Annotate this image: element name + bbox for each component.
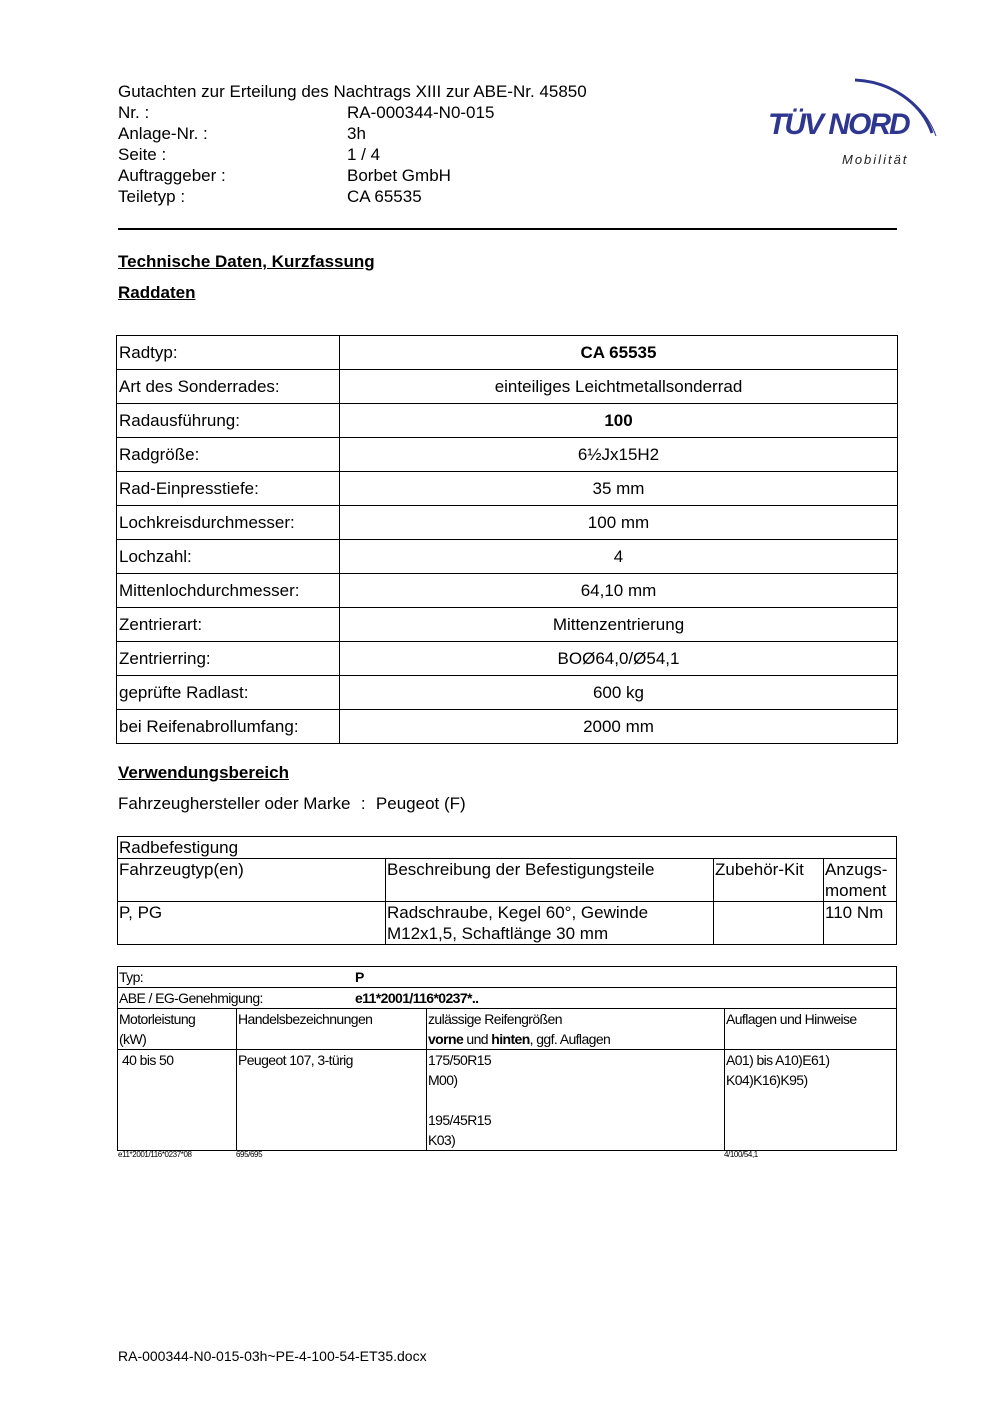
- document-filename: RA-000344-N0-015-03h~PE-4-100-54-ET35.docx: [118, 1348, 427, 1364]
- cell-fahrzeugtypen: P, PG: [118, 902, 386, 945]
- header-motor-line: (kW): [119, 1031, 147, 1047]
- reifen-line: 175/50R15: [428, 1052, 492, 1068]
- header-value: Borbet GmbH: [347, 166, 451, 185]
- raddaten-value: 100: [340, 404, 898, 438]
- cell-reifengroessen: [427, 1050, 725, 1151]
- abe-value: e11*2001/116*0237*..: [355, 990, 479, 1006]
- section-title: Technische Daten, Kurzfassung: [118, 252, 375, 271]
- raddaten-label: Rad-Einpresstiefe:: [117, 472, 340, 506]
- reifen-line: 195/45R15: [428, 1112, 492, 1128]
- table-row: [117, 642, 898, 676]
- header-row-seite: [118, 144, 587, 165]
- header-reifen-und: und: [463, 1031, 492, 1047]
- header-fahrzeugtypen: Fahrzeugtyp(en): [118, 859, 386, 902]
- table-row: [117, 472, 898, 506]
- raddaten-label: Zentrierart:: [117, 608, 340, 642]
- header-label: Auftraggeber :: [118, 166, 226, 185]
- cell-anzugsmoment: 110 Nm: [824, 902, 897, 945]
- header-row-nr: [118, 102, 587, 123]
- hersteller-line: [118, 794, 466, 814]
- hersteller-separator: :: [360, 794, 366, 813]
- cell-beschreibung: [386, 902, 714, 945]
- befestigung-table: [117, 836, 897, 945]
- header-reifengroessen: [427, 1009, 725, 1050]
- raddaten-label: Mittenlochdurchmesser:: [117, 574, 340, 608]
- reifen-line: K03): [428, 1132, 456, 1148]
- raddaten-label: Radtyp:: [117, 336, 340, 370]
- typ-value: P: [355, 969, 364, 985]
- header-row-teiletyp: [118, 186, 587, 207]
- auflagen-line: K04)K16)K95): [726, 1072, 808, 1088]
- reifen-line-empty: [428, 1090, 723, 1110]
- header-value: RA-000344-N0-015: [347, 103, 495, 122]
- raddaten-label: Lochkreisdurchmesser:: [117, 506, 340, 540]
- header-reifen-auflagen: , ggf. Auflagen: [529, 1031, 611, 1047]
- header-moment: moment: [825, 881, 887, 900]
- table-row: [118, 837, 897, 859]
- table-row: [117, 336, 898, 370]
- raddaten-label: bei Reifenabrollumfang:: [117, 710, 340, 744]
- table-row: [117, 574, 898, 608]
- raddaten-value: einteiliges Leichtmetallsonderrad: [340, 370, 898, 404]
- table-row: [117, 608, 898, 642]
- hersteller-label: Fahrzeughersteller oder Marke: [118, 794, 351, 813]
- header-anzugs: Anzugs-: [825, 860, 888, 879]
- raddaten-value: 64,10 mm: [340, 574, 898, 608]
- header-reifen-hinten: hinten: [491, 1031, 530, 1047]
- header-handelsbezeichnungen: Handelsbezeichnungen: [237, 1009, 427, 1050]
- typ-header-row: [118, 1009, 897, 1050]
- header-auflagen: Auflagen und Hinweise: [725, 1009, 897, 1050]
- raddaten-value: CA 65535: [340, 336, 898, 370]
- reifen-line: M00): [428, 1072, 458, 1088]
- document-header: [118, 81, 587, 207]
- abe-row: [118, 988, 897, 1009]
- raddaten-value: 600 kg: [340, 676, 898, 710]
- footnote-abe: e11*2001/116*0237*08: [118, 1150, 192, 1159]
- header-title: Gutachten zur Erteilung des Nachtrags XIII zur ABE-Nr. 45850: [118, 82, 587, 101]
- auflagen-line: A01) bis A10)E61): [726, 1052, 830, 1068]
- table-row: [118, 902, 897, 945]
- logo-subtitle: Mobilität: [842, 152, 909, 167]
- verwendung-title: Verwendungsbereich: [118, 763, 289, 782]
- header-reifen-line: [428, 1029, 723, 1049]
- header-value: 1 / 4: [347, 145, 381, 164]
- typ-label: Typ:: [119, 969, 144, 985]
- typ-table: [117, 966, 897, 1151]
- raddaten-label: Zentrierring:: [117, 642, 340, 676]
- logo-wordmark: TÜV NORD: [768, 108, 909, 141]
- raddaten-value: Mittenzentrierung: [340, 608, 898, 642]
- typ-row: [118, 967, 897, 988]
- hersteller-value: Peugeot (F): [375, 794, 466, 813]
- raddaten-label: Art des Sonderrades:: [117, 370, 340, 404]
- cell-motorleistung: 40 bis 50: [118, 1050, 237, 1151]
- raddaten-value: 100 mm: [340, 506, 898, 540]
- header-value: CA 65535: [347, 187, 422, 206]
- abe-cell: [118, 988, 897, 1009]
- header-beschreibung: Beschreibung der Befestigungsteile: [386, 859, 714, 902]
- table-row: [118, 1050, 897, 1151]
- header-label: Teiletyp :: [118, 187, 186, 206]
- header-motor-line: Motorleistung: [119, 1011, 196, 1027]
- cell-zubehoer-kit: [714, 902, 824, 945]
- table-header-row: [118, 859, 897, 902]
- header-anzugsmoment: [824, 859, 897, 902]
- raddaten-label: Radgröße:: [117, 438, 340, 472]
- header-divider: [118, 228, 897, 230]
- raddaten-value: BOØ64,0/Ø54,1: [340, 642, 898, 676]
- abe-label: ABE / EG-Genehmigung:: [119, 990, 263, 1006]
- raddaten-value: 6½Jx15H2: [340, 438, 898, 472]
- footnote-ratio: 695/695: [236, 1150, 263, 1159]
- table-row: [117, 540, 898, 574]
- beschreibung-line: M12x1,5, Schaftlänge 30 mm: [387, 924, 609, 943]
- raddaten-value: 2000 mm: [340, 710, 898, 744]
- header-label: Seite :: [118, 145, 167, 164]
- header-row-auftraggeber: [118, 165, 587, 186]
- header-zubehoer-kit: Zubehör-Kit: [714, 859, 824, 902]
- table-row: [117, 676, 898, 710]
- beschreibung-line: Radschraube, Kegel 60°, Gewinde: [387, 903, 649, 922]
- table-row: [117, 404, 898, 438]
- table-row: [117, 370, 898, 404]
- footnote-bolt-pattern: 4/100/54,1: [724, 1150, 758, 1159]
- raddaten-label: geprüfte Radlast:: [117, 676, 340, 710]
- table-row: [117, 710, 898, 744]
- header-reifen-vorne: vorne: [428, 1031, 464, 1047]
- tuv-nord-logo: [760, 58, 945, 173]
- raddaten-value: 35 mm: [340, 472, 898, 506]
- table-row: [117, 438, 898, 472]
- header-motorleistung: [118, 1009, 237, 1050]
- typ-cell: [118, 967, 897, 988]
- raddaten-title: Raddaten: [118, 283, 196, 302]
- header-label: Anlage-Nr. :: [118, 124, 208, 143]
- befestigung-title: Radbefestigung: [118, 837, 897, 859]
- table-row: [117, 506, 898, 540]
- raddaten-label: Lochzahl:: [117, 540, 340, 574]
- raddaten-table: [116, 335, 898, 744]
- header-reifen-line: zulässige Reifengrößen: [428, 1011, 562, 1027]
- header-row-anlage: [118, 123, 587, 144]
- header-label: Nr. :: [118, 103, 150, 122]
- header-value: 3h: [347, 124, 366, 143]
- raddaten-value: 4: [340, 540, 898, 574]
- raddaten-label: Radausführung:: [117, 404, 340, 438]
- cell-handelsbezeichnung: Peugeot 107, 3-türig: [237, 1050, 427, 1151]
- cell-auflagen: [725, 1050, 897, 1151]
